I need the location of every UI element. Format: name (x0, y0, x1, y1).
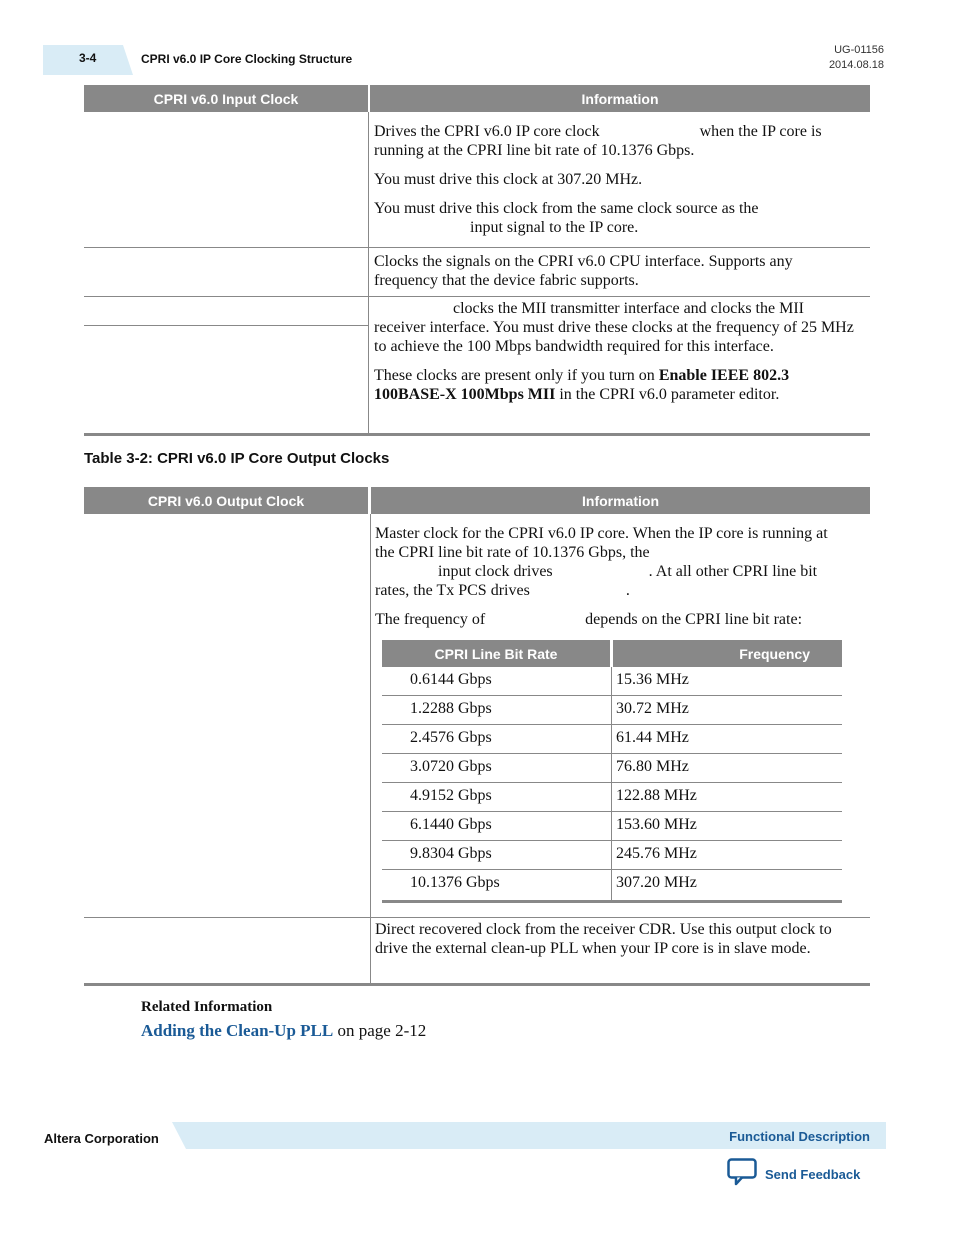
freq-table-row (382, 812, 842, 841)
input-col-header-info: Information (370, 85, 870, 112)
table-bottom-rule (84, 433, 870, 436)
line-bit-rate-cell: 0.6144 Gbps (410, 671, 492, 688)
row-separator-left (84, 325, 368, 326)
frequency-cell: 15.36 MHz (616, 671, 689, 688)
frequency-cell: 307.20 MHz (616, 874, 697, 891)
freq-table-row (382, 725, 842, 754)
clean-up-pll-link[interactable]: Adding the Clean-Up PLL (141, 1021, 334, 1040)
output-table-divider (370, 514, 371, 984)
line-bit-rate-cell: 10.1376 Gbps (410, 874, 500, 891)
frequency-cell: 30.72 MHz (616, 700, 689, 717)
freq-table-row (382, 841, 842, 870)
row-separator (84, 917, 870, 918)
doc-date: 2014.08.18 (828, 59, 884, 71)
line-bit-rate-cell: 3.0720 Gbps (410, 758, 492, 775)
input-table-divider (368, 112, 369, 434)
output-row2-info: Direct recovered clock from the receiver CDR. Use this output clock to drive the external clean-up PLL when your IP core is in slave mode. (375, 921, 832, 957)
freq-table-row (382, 870, 842, 899)
section-number: 3-4 (79, 51, 97, 65)
input-row2-info: Clocks the signals on the CPRI v6.0 CPU interface. Supports any frequency that the device fabric supports. (374, 253, 793, 289)
doc-info (829, 43, 884, 73)
frequency-cell: 76.80 MHz (616, 758, 689, 775)
input-col-header-clock: CPRI v6.0 Input Clock (84, 85, 368, 112)
speech-bubble-icon (727, 1158, 757, 1191)
company-name: Altera Corporation (44, 1131, 159, 1146)
section-title: CPRI v6.0 IP Core Clocking Structure (141, 52, 353, 66)
send-feedback-button[interactable] (727, 1158, 860, 1191)
frequency-cell: 122.88 MHz (616, 787, 697, 804)
table-bottom-rule (84, 983, 870, 986)
freq-table-row (382, 783, 842, 812)
line-bit-rate-cell: 2.4576 Gbps (410, 729, 492, 746)
line-bit-rate-cell: 4.9152 Gbps (410, 787, 492, 804)
input-row3-info: clocks the MII transmitter interface and clocks the MII receiver interface. You must drive these clocks at the frequency of 25 MHz to achieve the 100 Mbps bandwidth required for this interface. These clocks are present only if you turn on Enable IEEE 802.3 100BASE-X 100Mbps MII in the CPRI v6.0 parameter editor. (374, 300, 854, 403)
doc-id: UG-01156 (834, 44, 884, 56)
footer-section-link[interactable]: Functional Description (729, 1129, 870, 1144)
line-bit-rate-cell: 1.2288 Gbps (410, 700, 492, 717)
line-bit-rate-cell: 6.1440 Gbps (410, 816, 492, 833)
send-feedback-label: Send Feedback (765, 1167, 861, 1182)
frequency-cell: 245.76 MHz (616, 845, 697, 862)
frequency-cell: 153.60 MHz (616, 816, 697, 833)
related-info-line (141, 1021, 426, 1041)
output-col-header-clock: CPRI v6.0 Output Clock (84, 487, 368, 514)
freq-table-bottom-rule (382, 900, 842, 903)
freq-table-row (382, 667, 842, 696)
freq-table-row (382, 696, 842, 725)
freq-table-row (382, 754, 842, 783)
row-separator (84, 247, 870, 248)
row-separator (84, 296, 870, 297)
output-row1-info: Master clock for the CPRI v6.0 IP core. When the IP core is running at the CPRI line bit rate of 10.1376 Gbps, the input clock drives . At all other CPRI line bit rates, the Tx PCS drives . The frequency of depends on the CPRI line bit rate: (375, 525, 828, 628)
freq-col-header-frequency: Frequency (613, 640, 842, 667)
related-info-page: on page 2-12 (337, 1021, 427, 1040)
output-col-header-info: Information (371, 487, 870, 514)
frequency-cell: 61.44 MHz (616, 729, 689, 746)
line-bit-rate-cell: 9.8304 Gbps (410, 845, 492, 862)
freq-col-header-rate: CPRI Line Bit Rate (382, 640, 610, 667)
related-info-heading: Related Information (141, 999, 273, 1015)
input-row1-info: Drives the CPRI v6.0 IP core clock when the IP core is running at the CPRI line bit rate of 10.1376 Gbps. You must drive this clock at 307.20 MHz. You must drive this clock from the same clock source as the input signal to the IP core. (374, 123, 822, 236)
table-caption: Table 3-2: CPRI v6.0 IP Core Output Clocks (84, 450, 390, 467)
